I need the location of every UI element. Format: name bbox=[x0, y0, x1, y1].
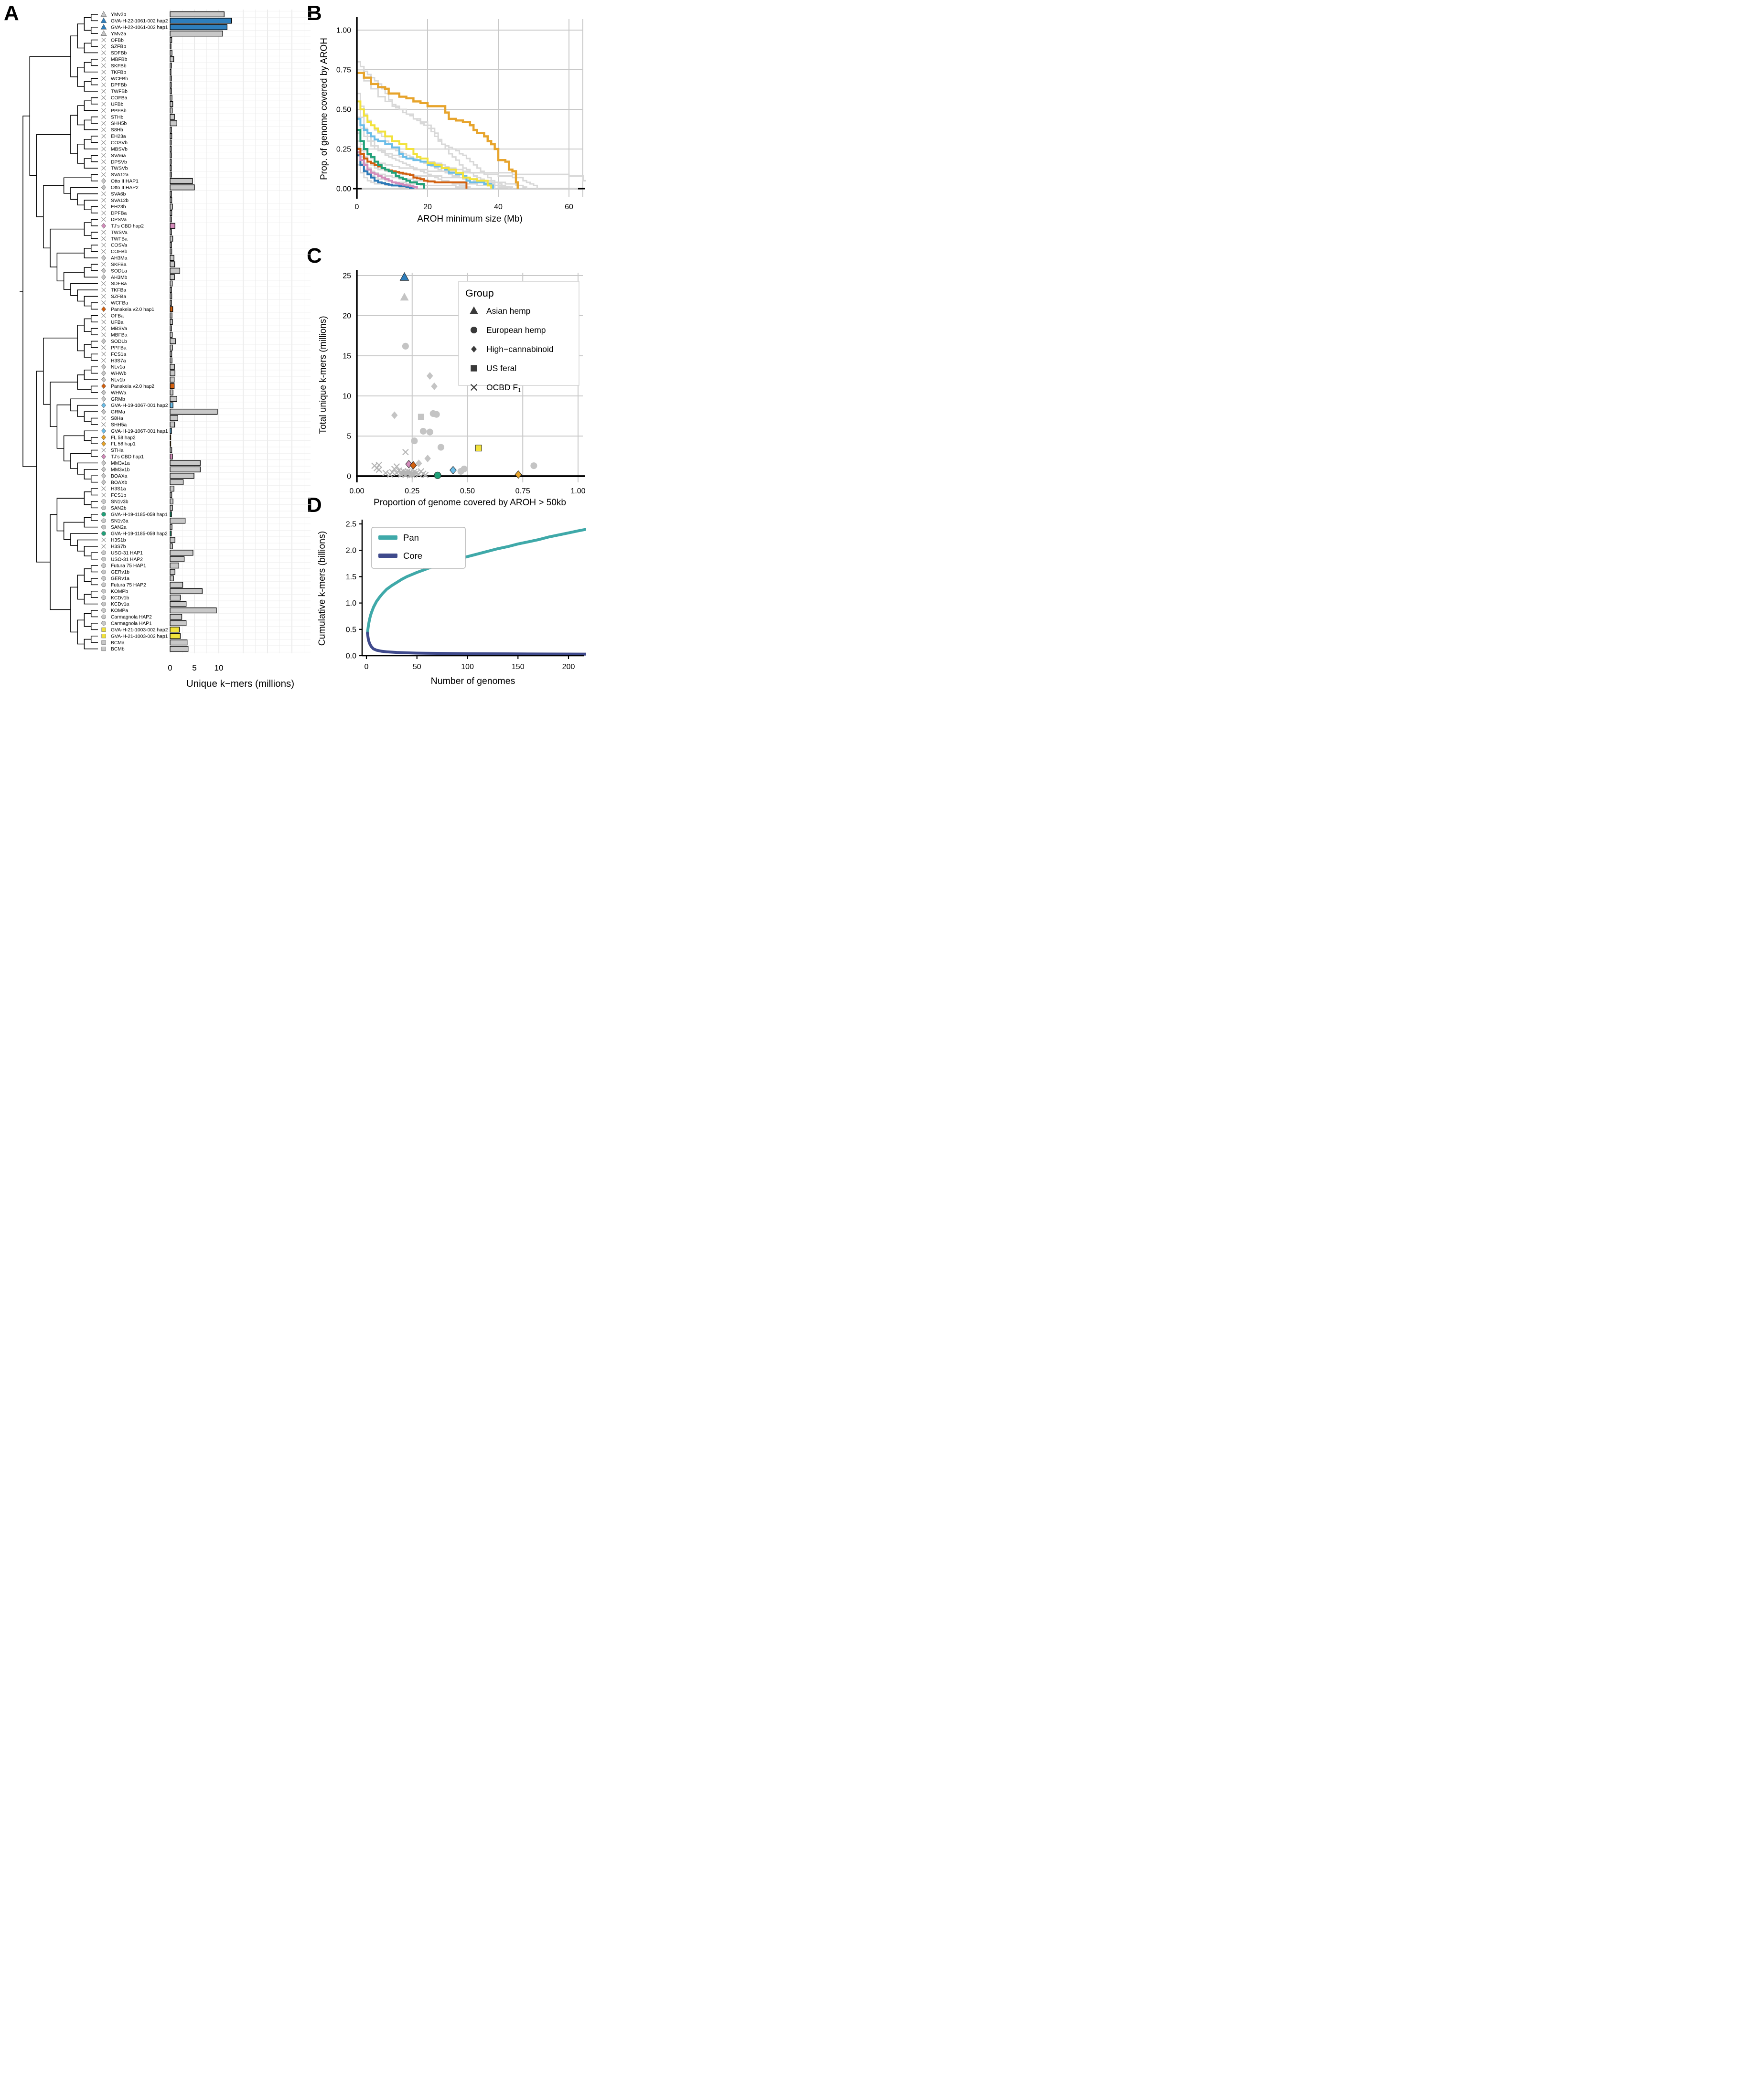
svg-text:STHb: STHb bbox=[111, 115, 124, 120]
svg-text:TWSVb: TWSVb bbox=[111, 166, 128, 171]
svg-text:Proportion of genome covered b: Proportion of genome covered by AROH > 50kb bbox=[374, 498, 566, 508]
svg-text:OCBD F1: OCBD $F_1$ bbox=[486, 383, 521, 394]
svg-text:KCDv1b: KCDv1b bbox=[111, 595, 129, 601]
svg-text:EH23b: EH23b bbox=[111, 204, 126, 210]
svg-text:DPSVa: DPSVa bbox=[111, 217, 127, 223]
svg-text:0: 0 bbox=[168, 663, 172, 672]
svg-text:Asian hemp: Asian hemp bbox=[486, 306, 531, 316]
svg-text:COSVa: COSVa bbox=[111, 243, 128, 248]
svg-text:SDFBa: SDFBa bbox=[111, 281, 127, 287]
svg-text:GVA-H-19-1185-059 hap1: GVA-H-19-1185-059 hap1 bbox=[111, 512, 168, 518]
svg-text:0.25: 0.25 bbox=[405, 487, 420, 495]
svg-text:Otto II HAP2: Otto II HAP2 bbox=[111, 185, 139, 191]
svg-text:UFBb: UFBb bbox=[111, 102, 124, 107]
svg-text:COFBb: COFBb bbox=[111, 249, 128, 255]
svg-text:Otto II HAP1: Otto II HAP1 bbox=[111, 179, 139, 184]
svg-text:WCFBa: WCFBa bbox=[111, 300, 129, 306]
svg-text:1.5: 1.5 bbox=[345, 573, 356, 581]
svg-text:Panakeia v2.0 hap2: Panakeia v2.0 hap2 bbox=[111, 384, 155, 389]
panel-b-aroh-step-chart bbox=[315, 0, 586, 239]
svg-text:SHH5b: SHH5b bbox=[111, 121, 127, 127]
svg-text:AROH minimum size (Mb): AROH minimum size (Mb) bbox=[417, 214, 523, 224]
svg-text:High−cannabinoid: High−cannabinoid bbox=[486, 344, 554, 354]
svg-text:150: 150 bbox=[511, 663, 525, 671]
svg-text:Carmagnola HAP1: Carmagnola HAP1 bbox=[111, 621, 152, 627]
svg-text:SVA6a: SVA6a bbox=[111, 153, 126, 159]
svg-text:US feral: US feral bbox=[486, 363, 517, 373]
svg-text:MM3v1a: MM3v1a bbox=[111, 461, 130, 466]
svg-text:BOAXb: BOAXb bbox=[111, 480, 128, 486]
svg-text:SODLa: SODLa bbox=[111, 268, 127, 274]
svg-text:GVA-H-22-1061-002 hap2: GVA-H-22-1061-002 hap2 bbox=[111, 19, 168, 24]
svg-text:1.0: 1.0 bbox=[345, 599, 356, 608]
svg-text:SZFBa: SZFBa bbox=[111, 294, 127, 300]
svg-text:SKFBb: SKFBb bbox=[111, 63, 127, 69]
svg-text:BOAXa: BOAXa bbox=[111, 473, 128, 479]
svg-text:0.50: 0.50 bbox=[460, 487, 475, 495]
svg-text:GVA-H-21-1003-002 hap1: GVA-H-21-1003-002 hap1 bbox=[111, 634, 168, 640]
svg-text:KCDv1a: KCDv1a bbox=[111, 602, 129, 608]
svg-text:H3S1a: H3S1a bbox=[111, 486, 126, 492]
svg-text:15: 15 bbox=[343, 352, 351, 361]
svg-text:TKFBa: TKFBa bbox=[111, 288, 127, 293]
svg-text:GVA-H-19-1185-059 hap2: GVA-H-19-1185-059 hap2 bbox=[111, 531, 168, 537]
svg-text:BCMa: BCMa bbox=[111, 640, 125, 646]
svg-text:SZFBb: SZFBb bbox=[111, 44, 127, 50]
svg-text:Carmagnola HAP2: Carmagnola HAP2 bbox=[111, 615, 152, 620]
svg-text:Cumulative k-mers (billions): Cumulative k-mers (billions) bbox=[317, 531, 327, 646]
svg-text:MBFBa: MBFBa bbox=[111, 332, 128, 338]
svg-text:GVA-H-19-1067-001 hap1: GVA-H-19-1067-001 hap1 bbox=[111, 428, 168, 434]
svg-text:S8Hb: S8Hb bbox=[111, 128, 123, 133]
svg-text:40: 40 bbox=[494, 203, 503, 211]
panel-d-pan-core-curves bbox=[315, 506, 586, 700]
svg-text:0: 0 bbox=[347, 472, 351, 481]
svg-text:SDFBb: SDFBb bbox=[111, 51, 127, 56]
svg-text:SAN2a: SAN2a bbox=[111, 525, 127, 531]
panel-a-dendrogram-barchart bbox=[0, 0, 315, 700]
svg-text:GRMb: GRMb bbox=[111, 396, 125, 402]
svg-text:KOMPa: KOMPa bbox=[111, 608, 129, 614]
svg-text:SODLb: SODLb bbox=[111, 339, 127, 345]
svg-text:SN1v3b: SN1v3b bbox=[111, 499, 129, 505]
svg-text:TJ's CBD hap2: TJ's CBD hap2 bbox=[111, 224, 144, 229]
svg-text:COSVb: COSVb bbox=[111, 140, 128, 146]
svg-text:YMv2a: YMv2a bbox=[111, 31, 127, 37]
svg-text:Futura 75 HAP1: Futura 75 HAP1 bbox=[111, 563, 146, 569]
svg-text:WCFBb: WCFBb bbox=[111, 76, 129, 82]
svg-text:10: 10 bbox=[214, 663, 224, 672]
svg-text:NLv1b: NLv1b bbox=[111, 377, 125, 383]
svg-text:SKFBa: SKFBa bbox=[111, 262, 127, 267]
svg-text:MBFBb: MBFBb bbox=[111, 57, 128, 63]
svg-text:AH3Ma: AH3Ma bbox=[111, 256, 128, 261]
svg-text:200: 200 bbox=[562, 663, 575, 671]
svg-text:20: 20 bbox=[423, 203, 432, 211]
svg-text:WHWa: WHWa bbox=[111, 390, 127, 396]
svg-text:Pan: Pan bbox=[403, 533, 419, 543]
panel-a-label: A bbox=[4, 1, 19, 25]
svg-text:Futura 75 HAP2: Futura 75 HAP2 bbox=[111, 582, 146, 588]
panel-d-label: D bbox=[307, 493, 322, 517]
svg-text:0.0: 0.0 bbox=[345, 652, 356, 661]
svg-text:TWSVa: TWSVa bbox=[111, 230, 128, 235]
svg-text:25: 25 bbox=[343, 272, 351, 280]
svg-text:0.5: 0.5 bbox=[345, 626, 356, 634]
svg-text:USO-31 HAP1: USO-31 HAP1 bbox=[111, 550, 143, 556]
svg-text:COFBa: COFBa bbox=[111, 96, 128, 101]
svg-text:H3S1b: H3S1b bbox=[111, 538, 126, 544]
svg-text:0.50: 0.50 bbox=[336, 106, 351, 114]
svg-text:OFBa: OFBa bbox=[111, 313, 124, 319]
svg-text:FL 58 hap2: FL 58 hap2 bbox=[111, 435, 136, 441]
svg-text:MBSVa: MBSVa bbox=[111, 326, 128, 332]
svg-text:SVA12a: SVA12a bbox=[111, 172, 129, 178]
svg-text:DPSVb: DPSVb bbox=[111, 160, 127, 165]
svg-text:50: 50 bbox=[412, 663, 421, 671]
svg-text:20: 20 bbox=[343, 312, 351, 320]
svg-text:GRMa: GRMa bbox=[111, 409, 125, 415]
svg-text:1.00: 1.00 bbox=[570, 487, 586, 495]
svg-text:TWFBa: TWFBa bbox=[111, 236, 128, 242]
svg-text:MM3v1b: MM3v1b bbox=[111, 467, 130, 473]
svg-text:SN1v3a: SN1v3a bbox=[111, 518, 129, 524]
svg-text:Group: Group bbox=[465, 288, 494, 299]
svg-text:USO-31 HAP2: USO-31 HAP2 bbox=[111, 557, 143, 563]
svg-text:SVA6b: SVA6b bbox=[111, 192, 126, 197]
svg-text:0.00: 0.00 bbox=[336, 185, 351, 193]
svg-text:TKFBb: TKFBb bbox=[111, 70, 127, 75]
svg-text:SAN2b: SAN2b bbox=[111, 505, 127, 511]
svg-text:DPFBa: DPFBa bbox=[111, 211, 127, 216]
svg-text:BCMb: BCMb bbox=[111, 647, 125, 652]
svg-text:0.75: 0.75 bbox=[515, 487, 530, 495]
svg-text:STHa: STHa bbox=[111, 448, 124, 454]
svg-text:FCS1b: FCS1b bbox=[111, 493, 127, 499]
svg-text:PPFBb: PPFBb bbox=[111, 108, 127, 114]
svg-text:FL 58 hap1: FL 58 hap1 bbox=[111, 441, 136, 447]
svg-text:SHH5a: SHH5a bbox=[111, 422, 127, 428]
svg-text:S8Ha: S8Ha bbox=[111, 416, 123, 422]
svg-text:60: 60 bbox=[565, 203, 573, 211]
svg-text:10: 10 bbox=[343, 392, 351, 401]
svg-text:NLv1a: NLv1a bbox=[111, 364, 125, 370]
svg-text:Core: Core bbox=[403, 551, 423, 561]
svg-text:H3S7b: H3S7b bbox=[111, 544, 126, 550]
svg-text:PPFBa: PPFBa bbox=[111, 345, 127, 351]
svg-text:2.5: 2.5 bbox=[345, 520, 356, 529]
svg-text:GERv1a: GERv1a bbox=[111, 576, 129, 582]
svg-text:UFBa: UFBa bbox=[111, 320, 124, 325]
svg-text:Total unique k-mers (millions): Total unique k-mers (millions) bbox=[318, 316, 328, 434]
svg-text:5: 5 bbox=[347, 432, 351, 441]
svg-text:H3S7a: H3S7a bbox=[111, 358, 126, 364]
svg-text:FCS1a: FCS1a bbox=[111, 352, 127, 357]
panel-c-scatter-plot bbox=[315, 241, 586, 509]
svg-text:OFBb: OFBb bbox=[111, 38, 124, 43]
svg-text:KOMPb: KOMPb bbox=[111, 589, 129, 595]
svg-text:Panakeia v2.0 hap1: Panakeia v2.0 hap1 bbox=[111, 307, 155, 312]
svg-text:GERv1b: GERv1b bbox=[111, 570, 129, 576]
svg-text:TWFBb: TWFBb bbox=[111, 89, 128, 95]
svg-text:MBSVb: MBSVb bbox=[111, 147, 128, 152]
svg-text:0.75: 0.75 bbox=[336, 66, 351, 75]
svg-text:1.00: 1.00 bbox=[336, 26, 351, 35]
svg-text:Prop. of genome covered by ARO: Prop. of genome covered by AROH bbox=[319, 38, 329, 180]
svg-text:AH3Mb: AH3Mb bbox=[111, 275, 128, 280]
figure-page bbox=[0, 0, 586, 700]
panel-c-label: C bbox=[307, 244, 322, 267]
svg-text:Unique k−mers (millions): Unique k−mers (millions) bbox=[186, 678, 295, 689]
svg-text:2.0: 2.0 bbox=[345, 546, 356, 555]
svg-text:Number of genomes: Number of genomes bbox=[430, 676, 515, 686]
svg-text:GVA-H-21-1003-002 hap2: GVA-H-21-1003-002 hap2 bbox=[111, 627, 168, 633]
svg-text:YMv2b: YMv2b bbox=[111, 12, 127, 18]
svg-text:5: 5 bbox=[192, 663, 197, 672]
svg-text:0: 0 bbox=[364, 663, 369, 671]
svg-text:European hemp: European hemp bbox=[486, 325, 546, 335]
svg-text:0: 0 bbox=[354, 203, 359, 211]
svg-text:GVA-H-22-1061-002 hap1: GVA-H-22-1061-002 hap1 bbox=[111, 25, 168, 31]
svg-text:GVA-H-19-1067-001 hap2: GVA-H-19-1067-001 hap2 bbox=[111, 403, 168, 409]
svg-text:0.25: 0.25 bbox=[336, 145, 351, 154]
svg-text:TJ's CBD hap1: TJ's CBD hap1 bbox=[111, 454, 144, 460]
svg-text:EH23a: EH23a bbox=[111, 134, 126, 139]
svg-text:DPFBb: DPFBb bbox=[111, 83, 127, 88]
svg-text:SVA12b: SVA12b bbox=[111, 198, 129, 203]
svg-text:WHWb: WHWb bbox=[111, 371, 127, 377]
svg-text:0.00: 0.00 bbox=[349, 487, 365, 495]
svg-text:100: 100 bbox=[461, 663, 474, 671]
panel-b-label: B bbox=[307, 1, 322, 25]
